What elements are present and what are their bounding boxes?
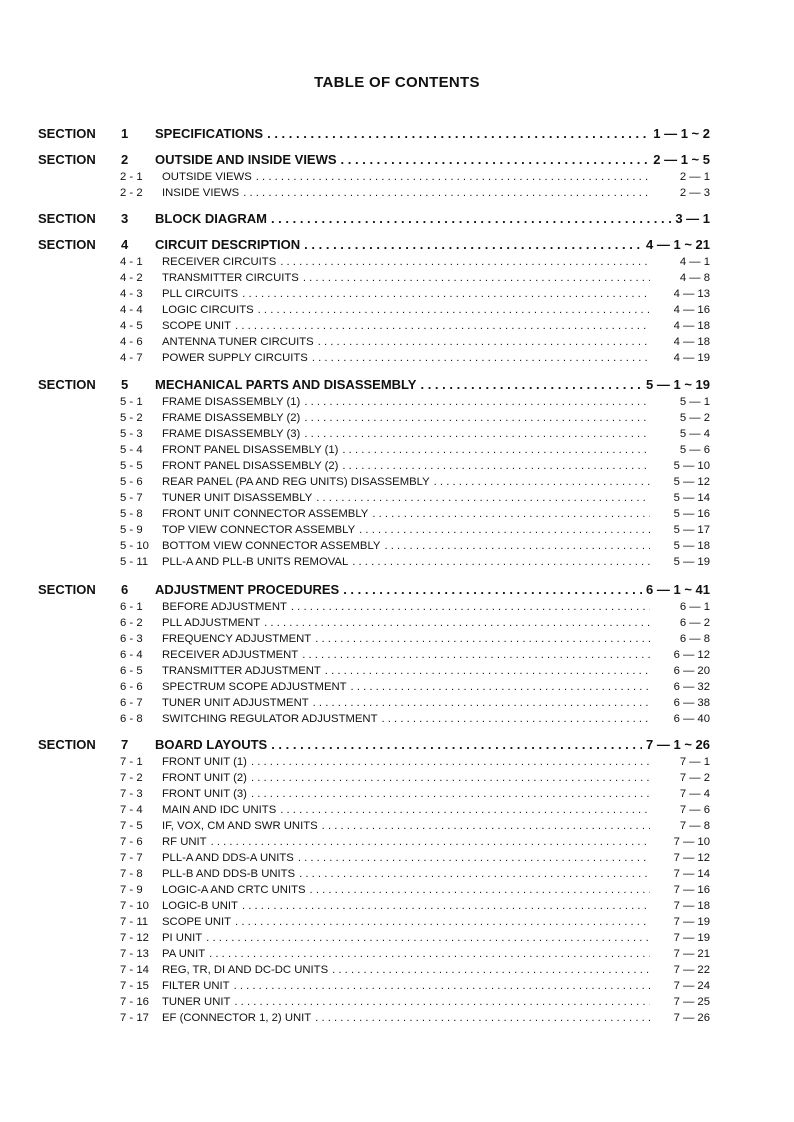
subsection-title: RECEIVER CIRCUITS bbox=[162, 256, 277, 268]
subsection-title: PLL-A AND PLL-B UNITS REMOVAL bbox=[162, 556, 349, 568]
subsection-row[interactable] bbox=[120, 335, 710, 350]
dot-leader bbox=[343, 581, 642, 598]
dot-leader bbox=[318, 335, 650, 350]
subsection-page: 6 — 32 bbox=[673, 681, 710, 693]
subsection-row[interactable] bbox=[120, 395, 710, 410]
dot-leader bbox=[312, 351, 650, 366]
subsection-row[interactable] bbox=[120, 319, 710, 334]
subsection-page: 7 — 16 bbox=[673, 884, 710, 896]
section-number: 5 bbox=[121, 377, 129, 392]
section-page: 6 — 1 ~ 41 bbox=[646, 582, 710, 597]
dot-leader bbox=[315, 1011, 650, 1026]
subsection-title: PA UNIT bbox=[162, 948, 206, 960]
subsection-page: 4 — 18 bbox=[673, 320, 710, 332]
subsection-number: 4 - 5 bbox=[120, 320, 143, 332]
subsection-number: 2 - 1 bbox=[120, 171, 143, 183]
subsection-page: 7 — 2 bbox=[679, 772, 710, 784]
subsection-number: 4 - 7 bbox=[120, 352, 143, 364]
dot-leader bbox=[302, 648, 650, 663]
subsection-number: 7 - 4 bbox=[120, 804, 143, 816]
subsection-number: 5 - 10 bbox=[120, 540, 149, 552]
subsection-row[interactable] bbox=[120, 539, 710, 554]
section-title: OUTSIDE AND INSIDE VIEWS bbox=[155, 152, 337, 167]
dot-leader bbox=[315, 632, 650, 647]
subsection-page: 6 — 38 bbox=[673, 697, 710, 709]
section-number: 1 bbox=[121, 126, 129, 141]
subsection-number: 7 - 6 bbox=[120, 836, 143, 848]
subsection-row[interactable] bbox=[120, 491, 710, 506]
section-number: 3 bbox=[121, 211, 129, 226]
subsection-page: 6 — 40 bbox=[673, 713, 710, 725]
section-label: SECTION bbox=[38, 237, 96, 252]
subsection-page: 7 — 1 bbox=[679, 756, 710, 768]
section-label: SECTION bbox=[38, 126, 96, 141]
subsection-row[interactable] bbox=[120, 664, 710, 679]
subsection-page: 4 — 13 bbox=[673, 288, 710, 300]
subsection-row[interactable] bbox=[120, 867, 710, 882]
subsection-page: 6 — 1 bbox=[679, 601, 710, 613]
subsection-page: 6 — 2 bbox=[679, 617, 710, 629]
subsection-number: 7 - 14 bbox=[120, 964, 149, 976]
subsection-row[interactable] bbox=[120, 600, 710, 615]
dot-leader bbox=[291, 600, 650, 615]
subsection-row[interactable] bbox=[120, 803, 710, 818]
subsection-title: PLL-A AND DDS-A UNITS bbox=[162, 852, 294, 864]
dot-leader bbox=[316, 491, 650, 506]
subsection-row[interactable] bbox=[120, 899, 710, 914]
subsection-row[interactable] bbox=[120, 632, 710, 647]
subsection-title: LOGIC CIRCUITS bbox=[162, 304, 254, 316]
subsection-title: RECEIVER ADJUSTMENT bbox=[162, 649, 299, 661]
subsection-number: 7 - 13 bbox=[120, 948, 149, 960]
subsection-title: LOGIC-B UNIT bbox=[162, 900, 238, 912]
subsection-page: 7 — 18 bbox=[673, 900, 710, 912]
subsection-row[interactable] bbox=[120, 555, 710, 570]
subsection-page: 5 — 19 bbox=[673, 556, 710, 568]
subsection-row[interactable] bbox=[120, 459, 710, 474]
subsection-number: 5 - 11 bbox=[120, 556, 149, 568]
subsection-page: 7 — 6 bbox=[679, 804, 710, 816]
dot-leader bbox=[434, 475, 650, 490]
subsection-row[interactable] bbox=[120, 475, 710, 490]
subsection-title: FRONT UNIT (1) bbox=[162, 756, 247, 768]
dot-leader bbox=[359, 523, 650, 538]
dot-leader bbox=[209, 947, 650, 962]
subsection-number: 5 - 7 bbox=[120, 492, 143, 504]
dot-leader bbox=[298, 851, 650, 866]
subsection-row[interactable] bbox=[120, 696, 710, 711]
subsection-title: FRONT PANEL DISASSEMBLY (1) bbox=[162, 444, 339, 456]
section-page: 3 — 1 bbox=[675, 211, 710, 226]
subsection-page: 7 — 19 bbox=[673, 932, 710, 944]
subsection-title: FRAME DISASSEMBLY (2) bbox=[162, 412, 301, 424]
subsection-page: 4 — 18 bbox=[673, 336, 710, 348]
dot-leader bbox=[420, 376, 642, 393]
dot-leader bbox=[251, 771, 650, 786]
section-title: SPECIFICATIONS bbox=[155, 126, 264, 141]
subsection-row[interactable] bbox=[120, 427, 710, 442]
subsection-row[interactable] bbox=[120, 616, 710, 631]
subsection-title: ANTENNA TUNER CIRCUITS bbox=[162, 336, 314, 348]
subsection-page: 7 — 21 bbox=[673, 948, 710, 960]
subsection-number: 6 - 2 bbox=[120, 617, 143, 629]
dot-leader bbox=[304, 427, 650, 442]
subsection-row[interactable] bbox=[120, 507, 710, 522]
section-row[interactable] bbox=[38, 236, 710, 253]
dot-leader bbox=[384, 539, 650, 554]
subsection-title: EF (CONNECTOR 1, 2) UNIT bbox=[162, 1012, 312, 1024]
subsection-page: 7 — 19 bbox=[673, 916, 710, 928]
subsection-title: FRONT PANEL DISASSEMBLY (2) bbox=[162, 460, 339, 472]
subsection-number: 6 - 3 bbox=[120, 633, 143, 645]
subsection-number: 7 - 17 bbox=[120, 1012, 149, 1024]
subsection-number: 5 - 6 bbox=[120, 476, 143, 488]
subsection-page: 6 — 20 bbox=[673, 665, 710, 677]
section-label: SECTION bbox=[38, 737, 96, 752]
subsection-title: FRONT UNIT CONNECTOR ASSEMBLY bbox=[162, 508, 369, 520]
subsection-title: PLL CIRCUITS bbox=[162, 288, 239, 300]
subsection-page: 5 — 17 bbox=[673, 524, 710, 536]
subsection-page: 7 — 8 bbox=[679, 820, 710, 832]
subsection-title: OUTSIDE VIEWS bbox=[162, 171, 252, 183]
subsection-page: 5 — 6 bbox=[679, 444, 710, 456]
subsection-number: 7 - 11 bbox=[120, 916, 149, 928]
subsection-number: 6 - 8 bbox=[120, 713, 143, 725]
subsection-title: FRONT UNIT (3) bbox=[162, 788, 247, 800]
subsection-title: SPECTRUM SCOPE ADJUSTMENT bbox=[162, 681, 347, 693]
subsection-page: 6 — 12 bbox=[673, 649, 710, 661]
subsection-title: FILTER UNIT bbox=[162, 980, 230, 992]
dot-leader bbox=[251, 755, 650, 770]
subsection-number: 6 - 7 bbox=[120, 697, 143, 709]
subsection-title: FRAME DISASSEMBLY (1) bbox=[162, 396, 301, 408]
dot-leader bbox=[235, 915, 650, 930]
subsection-title: MAIN AND IDC UNITS bbox=[162, 804, 277, 816]
section-row[interactable] bbox=[38, 125, 710, 142]
subsection-title: PI UNIT bbox=[162, 932, 203, 944]
dot-leader bbox=[352, 555, 650, 570]
dot-leader bbox=[304, 411, 650, 426]
subsection-number: 4 - 1 bbox=[120, 256, 143, 268]
dot-leader bbox=[242, 287, 650, 302]
subsection-page: 5 — 4 bbox=[679, 428, 710, 440]
subsection-row[interactable] bbox=[120, 1011, 710, 1026]
subsection-number: 2 - 2 bbox=[120, 187, 143, 199]
dot-leader bbox=[280, 803, 650, 818]
subsection-page: 6 — 8 bbox=[679, 633, 710, 645]
subsection-row[interactable] bbox=[120, 411, 710, 426]
subsection-number: 4 - 4 bbox=[120, 304, 143, 316]
subsection-row[interactable] bbox=[120, 255, 710, 270]
section-label: SECTION bbox=[38, 582, 96, 597]
subsection-row[interactable] bbox=[120, 787, 710, 802]
subsection-number: 6 - 5 bbox=[120, 665, 143, 677]
subsection-page: 5 — 14 bbox=[673, 492, 710, 504]
subsection-page: 7 — 25 bbox=[673, 996, 710, 1008]
subsection-number: 5 - 2 bbox=[120, 412, 143, 424]
subsection-page: 5 — 16 bbox=[673, 508, 710, 520]
subsection-row[interactable] bbox=[120, 947, 710, 962]
subsection-number: 5 - 4 bbox=[120, 444, 143, 456]
subsection-number: 4 - 2 bbox=[120, 272, 143, 284]
dot-leader bbox=[211, 835, 650, 850]
subsection-row[interactable] bbox=[120, 523, 710, 538]
dot-leader bbox=[310, 883, 650, 898]
section-title: MECHANICAL PARTS AND DISASSEMBLY bbox=[155, 377, 417, 392]
subsection-number: 7 - 3 bbox=[120, 788, 143, 800]
subsection-title: FREQUENCY ADJUSTMENT bbox=[162, 633, 312, 645]
dot-leader bbox=[234, 979, 650, 994]
subsection-number: 7 - 7 bbox=[120, 852, 143, 864]
dot-leader bbox=[235, 319, 650, 334]
subsection-number: 7 - 1 bbox=[120, 756, 143, 768]
subsection-number: 7 - 15 bbox=[120, 980, 149, 992]
section-title: BLOCK DIAGRAM bbox=[155, 211, 267, 226]
subsection-row[interactable] bbox=[120, 979, 710, 994]
subsection-row[interactable] bbox=[120, 186, 710, 201]
subsection-number: 7 - 2 bbox=[120, 772, 143, 784]
subsection-title: TUNER UNIT bbox=[162, 996, 231, 1008]
dot-leader bbox=[299, 867, 650, 882]
subsection-page: 7 — 26 bbox=[673, 1012, 710, 1024]
dot-leader bbox=[303, 271, 650, 286]
section-row[interactable] bbox=[38, 210, 710, 227]
dot-leader bbox=[251, 787, 650, 802]
subsection-page: 4 — 19 bbox=[673, 352, 710, 364]
dot-leader bbox=[280, 255, 650, 270]
subsection-page: 7 — 4 bbox=[679, 788, 710, 800]
subsection-title: BOTTOM VIEW CONNECTOR ASSEMBLY bbox=[162, 540, 381, 552]
subsection-page: 5 — 12 bbox=[673, 476, 710, 488]
subsection-row[interactable] bbox=[120, 755, 710, 770]
dot-leader bbox=[304, 236, 642, 253]
dot-leader bbox=[234, 995, 650, 1010]
subsection-title: FRAME DISASSEMBLY (3) bbox=[162, 428, 301, 440]
section-label: SECTION bbox=[38, 377, 96, 392]
section-label: SECTION bbox=[38, 152, 96, 167]
dot-leader bbox=[242, 899, 650, 914]
subsection-number: 4 - 6 bbox=[120, 336, 143, 348]
section-row[interactable] bbox=[38, 581, 710, 598]
subsection-row[interactable] bbox=[120, 771, 710, 786]
section-row[interactable] bbox=[38, 151, 710, 168]
section-label: SECTION bbox=[38, 211, 96, 226]
dot-leader bbox=[372, 507, 650, 522]
subsection-number: 7 - 8 bbox=[120, 868, 143, 880]
subsection-number: 5 - 9 bbox=[120, 524, 143, 536]
subsection-row[interactable] bbox=[120, 835, 710, 850]
page-title: TABLE OF CONTENTS bbox=[314, 74, 480, 91]
dot-leader bbox=[342, 459, 650, 474]
subsection-row[interactable] bbox=[120, 271, 710, 286]
subsection-number: 5 - 3 bbox=[120, 428, 143, 440]
subsection-page: 7 — 14 bbox=[673, 868, 710, 880]
dot-leader bbox=[351, 680, 650, 695]
subsection-title: IF, VOX, CM AND SWR UNITS bbox=[162, 820, 318, 832]
subsection-page: 4 — 8 bbox=[679, 272, 710, 284]
subsection-page: 2 — 1 bbox=[679, 171, 710, 183]
subsection-title: SWITCHING REGULATOR ADJUSTMENT bbox=[162, 713, 378, 725]
dot-leader bbox=[256, 170, 650, 185]
dot-leader bbox=[206, 931, 650, 946]
dot-leader bbox=[243, 186, 650, 201]
subsection-row[interactable] bbox=[120, 883, 710, 898]
dot-leader bbox=[382, 712, 651, 727]
dot-leader bbox=[267, 125, 649, 142]
section-page: 4 — 1 ~ 21 bbox=[646, 237, 710, 252]
subsection-page: 5 — 10 bbox=[673, 460, 710, 472]
subsection-number: 5 - 5 bbox=[120, 460, 143, 472]
section-number: 2 bbox=[121, 152, 129, 167]
section-page: 7 — 1 ~ 26 bbox=[646, 737, 710, 752]
subsection-title: TUNER UNIT DISASSEMBLY bbox=[162, 492, 313, 504]
subsection-number: 7 - 16 bbox=[120, 996, 149, 1008]
subsection-page: 7 — 10 bbox=[673, 836, 710, 848]
section-title: CIRCUIT DESCRIPTION bbox=[155, 237, 301, 252]
section-title: ADJUSTMENT PROCEDURES bbox=[155, 582, 340, 597]
subsection-row[interactable] bbox=[120, 287, 710, 302]
subsection-number: 6 - 1 bbox=[120, 601, 143, 613]
subsection-title: TOP VIEW CONNECTOR ASSEMBLY bbox=[162, 524, 356, 536]
subsection-title: RF UNIT bbox=[162, 836, 207, 848]
subsection-number: 5 - 1 bbox=[120, 396, 143, 408]
subsection-title: POWER SUPPLY CIRCUITS bbox=[162, 352, 308, 364]
dot-leader bbox=[258, 303, 650, 318]
dot-leader bbox=[264, 616, 650, 631]
section-number: 6 bbox=[121, 582, 129, 597]
subsection-title: PLL ADJUSTMENT bbox=[162, 617, 261, 629]
subsection-number: 7 - 10 bbox=[120, 900, 149, 912]
subsection-title: SCOPE UNIT bbox=[162, 916, 232, 928]
subsection-row[interactable] bbox=[120, 712, 710, 727]
subsection-row[interactable] bbox=[120, 170, 710, 185]
subsection-title: FRONT UNIT (2) bbox=[162, 772, 247, 784]
subsection-page: 5 — 18 bbox=[673, 540, 710, 552]
subsection-row[interactable] bbox=[120, 303, 710, 318]
subsection-title: TRANSMITTER ADJUSTMENT bbox=[162, 665, 321, 677]
subsection-page: 2 — 3 bbox=[679, 187, 710, 199]
dot-leader bbox=[332, 963, 650, 978]
subsection-number: 6 - 4 bbox=[120, 649, 143, 661]
subsection-number: 7 - 5 bbox=[120, 820, 143, 832]
dot-leader bbox=[271, 736, 642, 753]
subsection-row[interactable] bbox=[120, 680, 710, 695]
subsection-title: SCOPE UNIT bbox=[162, 320, 232, 332]
subsection-title: REG, TR, DI AND DC-DC UNITS bbox=[162, 964, 329, 976]
dot-leader bbox=[342, 443, 650, 458]
subsection-title: TUNER UNIT ADJUSTMENT bbox=[162, 697, 309, 709]
dot-leader bbox=[304, 395, 650, 410]
subsection-row[interactable] bbox=[120, 931, 710, 946]
section-number: 4 bbox=[121, 237, 129, 252]
subsection-page: 7 — 12 bbox=[673, 852, 710, 864]
section-number: 7 bbox=[121, 737, 129, 752]
dot-leader bbox=[322, 819, 650, 834]
subsection-row[interactable] bbox=[120, 648, 710, 663]
section-page: 5 — 1 ~ 19 bbox=[646, 377, 710, 392]
subsection-page: 5 — 2 bbox=[679, 412, 710, 424]
section-page: 2 — 1 ~ 5 bbox=[653, 152, 710, 167]
subsection-row[interactable] bbox=[120, 963, 710, 978]
subsection-row[interactable] bbox=[120, 995, 710, 1010]
subsection-page: 4 — 1 bbox=[679, 256, 710, 268]
subsection-number: 5 - 8 bbox=[120, 508, 143, 520]
subsection-title: LOGIC-A AND CRTC UNITS bbox=[162, 884, 306, 896]
subsection-title: INSIDE VIEWS bbox=[162, 187, 240, 199]
subsection-row[interactable] bbox=[120, 851, 710, 866]
subsection-title: REAR PANEL (PA AND REG UNITS) DISASSEMBLY bbox=[162, 476, 430, 488]
dot-leader bbox=[325, 664, 650, 679]
subsection-page: 7 — 22 bbox=[673, 964, 710, 976]
subsection-number: 6 - 6 bbox=[120, 681, 143, 693]
section-page: 1 — 1 ~ 2 bbox=[653, 126, 710, 141]
section-row[interactable] bbox=[38, 376, 710, 393]
subsection-page: 7 — 24 bbox=[673, 980, 710, 992]
subsection-row[interactable] bbox=[120, 443, 710, 458]
subsection-number: 4 - 3 bbox=[120, 288, 143, 300]
dot-leader bbox=[341, 151, 650, 168]
section-row[interactable] bbox=[38, 736, 710, 753]
subsection-page: 5 — 1 bbox=[679, 396, 710, 408]
dot-leader bbox=[271, 210, 671, 227]
subsection-title: PLL-B AND DDS-B UNITS bbox=[162, 868, 296, 880]
subsection-row[interactable] bbox=[120, 351, 710, 366]
dot-leader bbox=[313, 696, 650, 711]
subsection-title: BEFORE ADJUSTMENT bbox=[162, 601, 287, 613]
subsection-page: 4 — 16 bbox=[673, 304, 710, 316]
subsection-number: 7 - 9 bbox=[120, 884, 143, 896]
subsection-title: TRANSMITTER CIRCUITS bbox=[162, 272, 299, 284]
section-title: BOARD LAYOUTS bbox=[155, 737, 268, 752]
subsection-number: 7 - 12 bbox=[120, 932, 149, 944]
subsection-row[interactable] bbox=[120, 819, 710, 834]
subsection-row[interactable] bbox=[120, 915, 710, 930]
